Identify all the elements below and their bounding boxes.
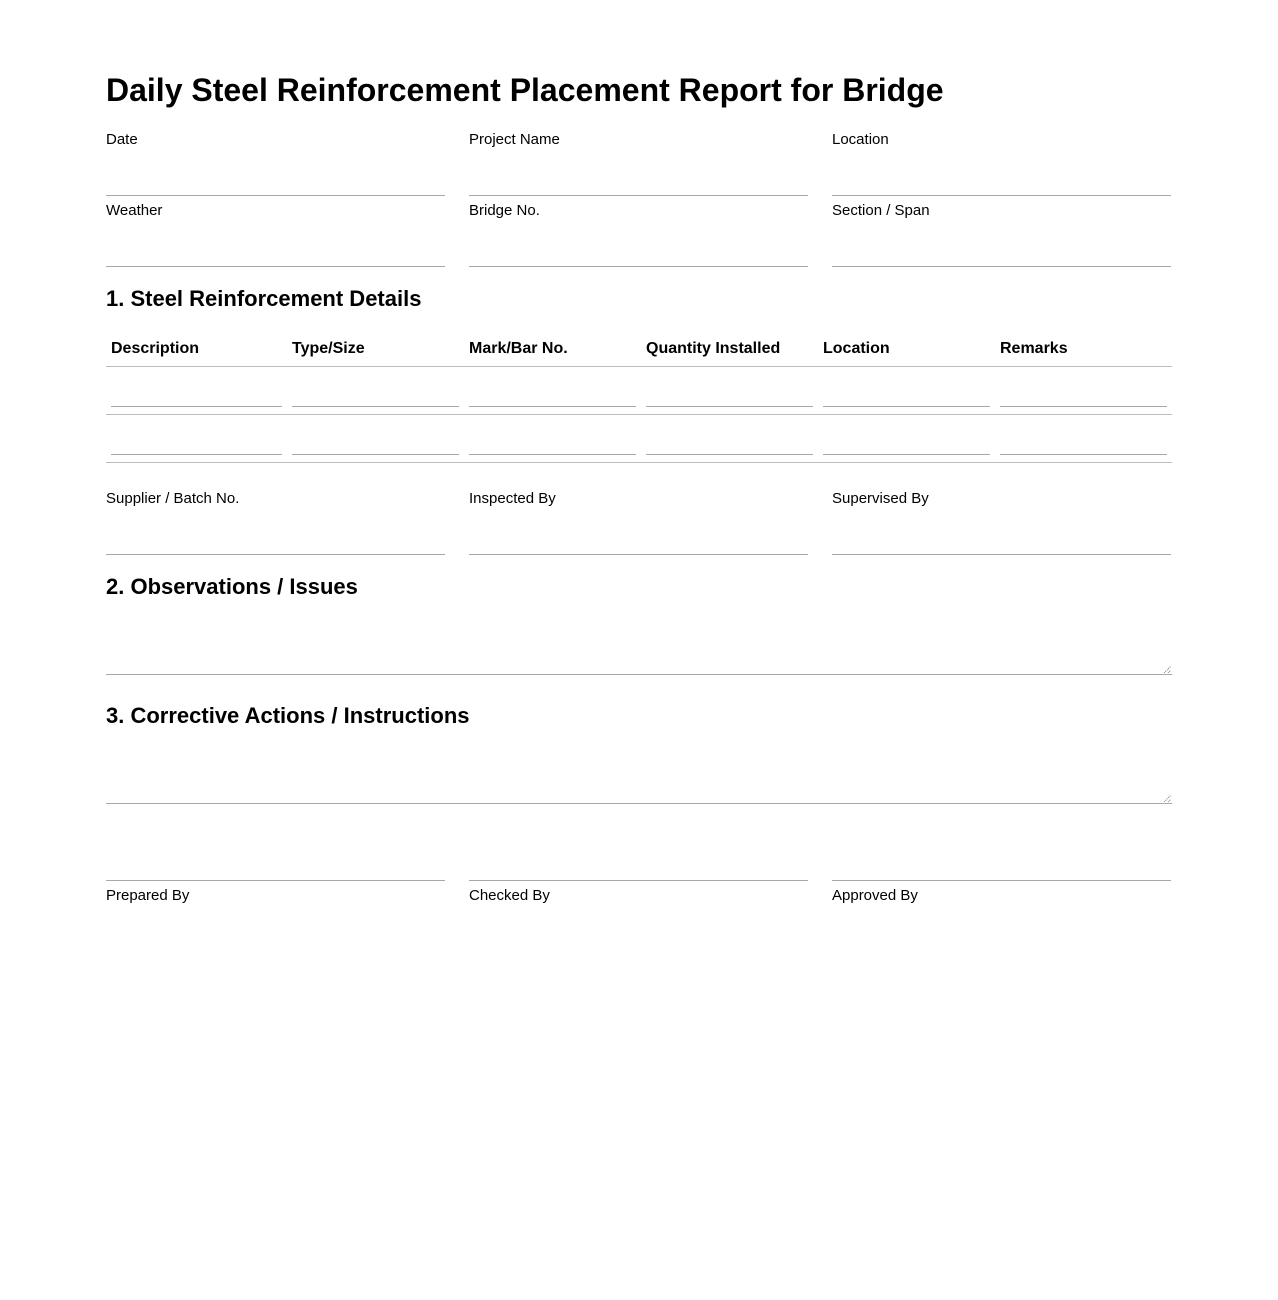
type-size-input[interactable] [292, 432, 459, 455]
resize-handle-icon[interactable] [1163, 794, 1171, 802]
prepared-by-signature [106, 880, 445, 905]
project-name-label: Project Name [469, 131, 560, 148]
column-header-quantity-installed: Quantity Installed [646, 340, 781, 357]
table-row [106, 415, 1172, 463]
approved-by-label: Approved By [832, 887, 918, 904]
table-cell [106, 384, 287, 414]
column-header-remarks: Remarks [1000, 340, 1068, 357]
project-name-field [469, 131, 808, 196]
checked-by-label: Checked By [469, 887, 550, 904]
mark-bar-no-input[interactable] [469, 432, 636, 455]
project-name-input[interactable] [469, 168, 808, 196]
type-size-input[interactable] [292, 384, 459, 407]
description-input[interactable] [111, 432, 282, 455]
table-row [106, 367, 1172, 415]
weather-input[interactable] [106, 239, 445, 267]
table-cell [464, 432, 641, 462]
checked-by-signature [469, 880, 808, 905]
approved-by-line[interactable] [832, 880, 1171, 881]
mark-bar-no-input[interactable] [469, 384, 636, 407]
reinforcement-table [106, 336, 1172, 463]
table-cell [641, 432, 818, 462]
location-input[interactable] [832, 168, 1171, 196]
description-input[interactable] [111, 384, 282, 407]
prepared-by-label: Prepared By [106, 887, 190, 904]
bridge-no-field [469, 202, 808, 267]
inspected-by-label: Inspected By [469, 490, 556, 507]
supervised-by-field [832, 490, 1171, 555]
section-1-heading: 1. Steel Reinforcement Details [106, 286, 422, 311]
remarks-input[interactable] [1000, 432, 1167, 455]
column-header-location: Location [823, 340, 890, 357]
remarks-input[interactable] [1000, 384, 1167, 407]
approved-by-signature [832, 880, 1171, 905]
table-cell [995, 384, 1172, 414]
table-cell [818, 432, 995, 462]
table-header [106, 336, 1172, 367]
bridge-no-input[interactable] [469, 239, 808, 267]
location-field [832, 131, 1171, 196]
prepared-by-line[interactable] [106, 880, 445, 881]
corrective-actions-textarea[interactable] [106, 743, 1172, 804]
signature-row [106, 880, 1172, 905]
quantity-installed-input[interactable] [646, 384, 813, 407]
table-cell [818, 384, 995, 414]
section-span-label: Section / Span [832, 202, 930, 219]
inspected-by-input[interactable] [469, 527, 808, 555]
table-cell [287, 384, 464, 414]
weather-label: Weather [106, 202, 163, 219]
supervised-by-label: Supervised By [832, 490, 929, 507]
section-1-fields [106, 490, 1172, 555]
table-cell [464, 384, 641, 414]
header-row-2 [106, 202, 1172, 267]
column-header-type-size: Type/Size [292, 340, 365, 357]
header-row-1 [106, 131, 1172, 196]
section-2-heading: 2. Observations / Issues [106, 574, 358, 599]
section-span-input[interactable] [832, 239, 1171, 267]
column-header-description: Description [111, 340, 200, 357]
resize-handle-icon[interactable] [1163, 665, 1171, 673]
location-label: Location [832, 131, 889, 148]
supervised-by-input[interactable] [832, 527, 1171, 555]
location-input[interactable] [823, 384, 990, 407]
bridge-no-label: Bridge No. [469, 202, 540, 219]
weather-field [106, 202, 445, 267]
date-field [106, 131, 445, 196]
observations-textarea[interactable] [106, 614, 1172, 675]
quantity-installed-input[interactable] [646, 432, 813, 455]
table-cell [287, 432, 464, 462]
column-header-mark-bar-no: Mark/Bar No. [469, 340, 568, 357]
table-cell [995, 432, 1172, 462]
date-label: Date [106, 131, 138, 148]
section-span-field [832, 202, 1171, 267]
section-3-heading: 3. Corrective Actions / Instructions [106, 703, 470, 728]
checked-by-line[interactable] [469, 880, 808, 881]
supplier-batch-field [106, 490, 445, 555]
supplier-batch-label: Supplier / Batch No. [106, 490, 240, 507]
supplier-batch-input[interactable] [106, 527, 445, 555]
table-cell [106, 432, 287, 462]
page-title: Daily Steel Reinforcement Placement Report for Bridge [106, 72, 944, 108]
date-input[interactable] [106, 168, 445, 196]
table-cell [641, 384, 818, 414]
location-input[interactable] [823, 432, 990, 455]
inspected-by-field [469, 490, 808, 555]
